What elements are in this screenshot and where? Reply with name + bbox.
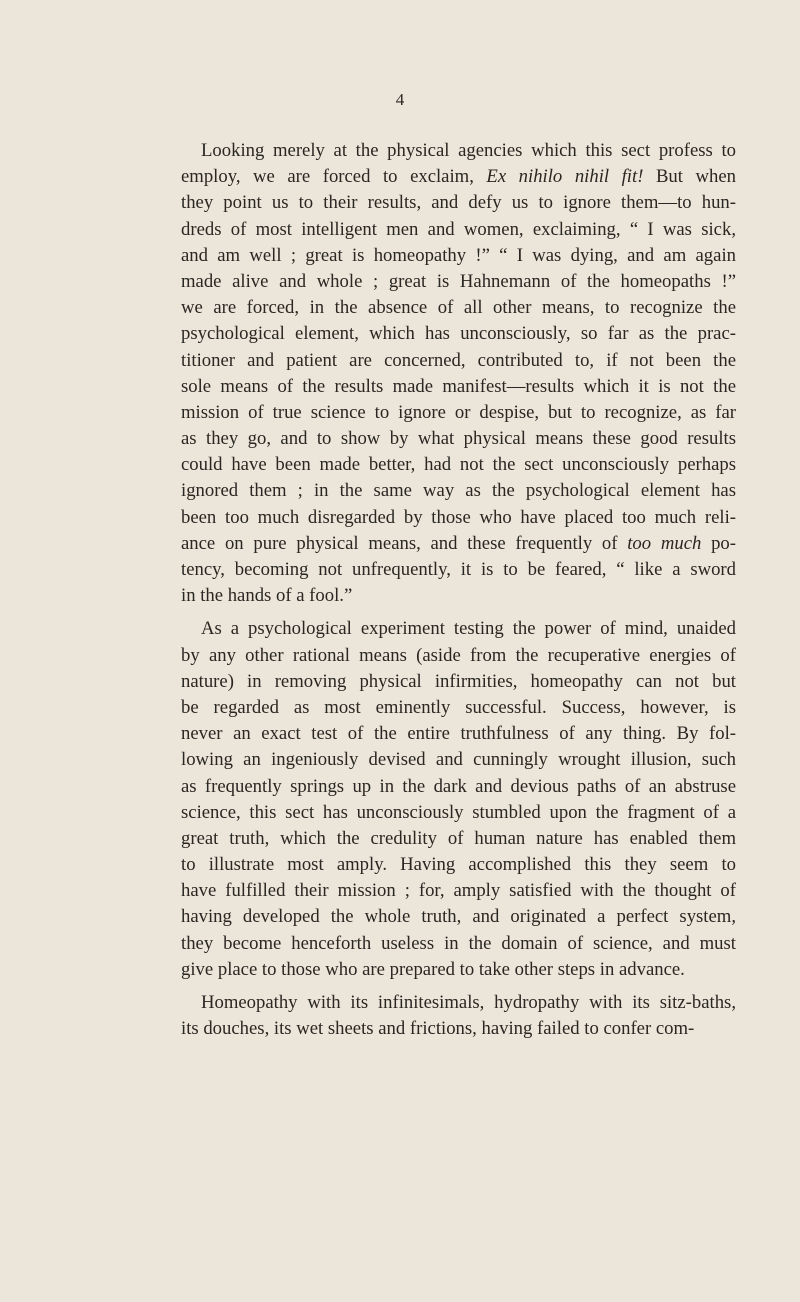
text-line (181, 295, 736, 321)
text-line (181, 774, 736, 800)
text-run: they become henceforth useless in the domain of science, and must (181, 932, 736, 954)
text-run: in the hands of a fool.” (181, 585, 353, 607)
text-line (181, 400, 736, 426)
text-run: science, this sect has unconsciously stumbled upon the fragment of a (181, 801, 736, 823)
text-line (181, 243, 736, 269)
text-run: have fulfilled their mission ; for, amply satisfied with the thought of (181, 880, 736, 902)
text-line (181, 826, 736, 852)
text-run: titioner and patient are concerned, contributed to, if not been the (181, 349, 736, 371)
text-run: psychological element, which has unconsciously, so far as the prac- (181, 323, 736, 345)
text-run: But when (643, 166, 736, 188)
text-run: nature) in removing physical infirmities, homeopathy can not but (181, 670, 736, 692)
text-line (181, 1016, 736, 1042)
text-line (181, 164, 736, 190)
text-run: to illustrate most amply. Having accomplished this they seem to (181, 854, 736, 876)
text-line (181, 957, 736, 983)
text-run: as they go, and to show by what physical means these good results (181, 428, 736, 450)
text-line (181, 557, 736, 583)
text-run: employ, we are forced to exclaim, (181, 166, 487, 188)
text-line (181, 217, 736, 243)
text-run: Looking merely at the physical agencies which this sect profess to (201, 140, 736, 161)
text-line (181, 138, 736, 164)
text-run: ignored them ; in the same way as the psychological element has (181, 480, 736, 502)
text-run: Homeopathy with its infinitesimals, hydropathy with its sitz-baths, (201, 992, 736, 1013)
text-line (181, 478, 736, 504)
text-line (181, 269, 736, 295)
text-run: and am well ; great is homeopathy !” “ I was dying, and am again (181, 244, 736, 266)
text-run: sole means of the results made manifest—results which it is not the (181, 375, 736, 397)
text-line (181, 878, 736, 904)
text-run: never an exact test of the entire truthfulness of any thing. By fol- (181, 723, 736, 745)
text-run: made alive and whole ; great is Hahnemann of the homeopaths !” (181, 270, 736, 292)
italic-text: too much (627, 532, 702, 554)
paragraph (181, 990, 736, 1042)
text-line (181, 747, 736, 773)
text-run: po- (701, 532, 736, 554)
text-run: dreds of most intelligent men and women, exclaiming, “ I was sick, (181, 218, 736, 240)
text-run: great truth, which the credulity of human nature has enabled them (181, 827, 736, 849)
text-line (181, 852, 736, 878)
text-run: lowing an ingeniously devised and cunningly wrought illusion, such (181, 749, 736, 771)
paragraph (181, 616, 736, 983)
text-run: as frequently springs up in the dark and devious paths of an abstruse (181, 775, 736, 797)
text-line (181, 669, 736, 695)
text-run: As a psychological experiment testing the power of mind, unaided (201, 618, 736, 640)
text-line (181, 374, 736, 400)
text-line (181, 931, 736, 957)
text-run: be regarded as most eminently successful. Success, however, is (181, 696, 736, 718)
text-line (181, 348, 736, 374)
text-line (181, 904, 736, 930)
text-line (181, 531, 736, 557)
text-line (181, 505, 736, 531)
text-line (181, 643, 736, 669)
text-run: could have been made better, had not the sect unconsciously perhaps (181, 454, 736, 476)
text-line (181, 426, 736, 452)
text-run: its douches, its wet sheets and frictions, having failed to confer com- (181, 1018, 695, 1040)
text-line (181, 583, 736, 609)
page-number: 4 (395, 90, 405, 109)
text-run: give place to those who are prepared to take other steps in advance. (181, 958, 685, 980)
text-line (181, 190, 736, 216)
text-line (181, 321, 736, 347)
text-run: they point us to their results, and defy us to ignore them—to hun- (181, 192, 736, 214)
body-text (181, 138, 736, 1042)
text-run: been too much disregarded by those who have placed too much reli- (181, 506, 736, 528)
italic-text: Ex nihilo nihil fit! (486, 166, 644, 188)
text-line (181, 616, 736, 642)
text-run: tency, becoming not unfrequently, it is to be feared, “ like a sword (181, 559, 736, 580)
text-line (181, 452, 736, 478)
text-run: by any other rational means (aside from the recuperative energies of (181, 644, 736, 666)
text-run: mission of true science to ignore or despise, but to recognize, as far (181, 401, 736, 423)
text-line (181, 800, 736, 826)
text-run: we are forced, in the absence of all other means, to recognize the (181, 297, 736, 319)
text-line (181, 990, 736, 1016)
text-line (181, 695, 736, 721)
text-line (181, 721, 736, 747)
text-run: ance on pure physical means, and these frequently of (181, 532, 628, 554)
text-run: having developed the whole truth, and originated a perfect system, (181, 906, 736, 928)
paragraph (181, 138, 736, 609)
